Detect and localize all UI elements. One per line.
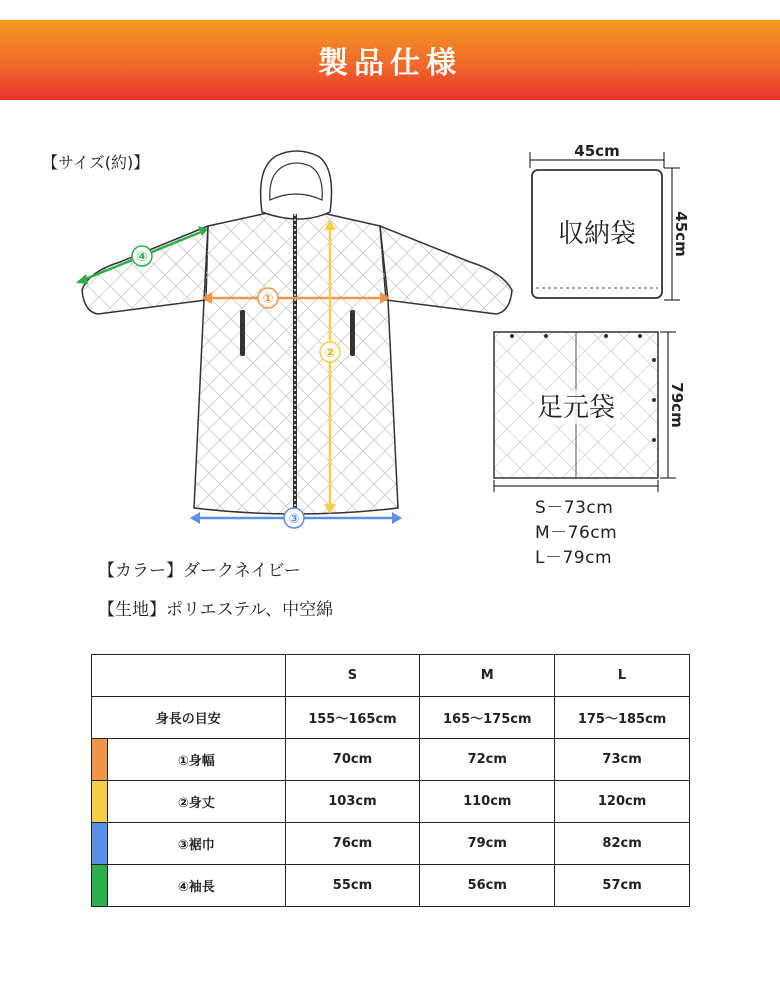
storage-bag-height: 45cm (672, 211, 690, 257)
color-swatch-blue (92, 823, 108, 865)
cell-value: 103cm (285, 781, 420, 823)
foot-bag-label: 足元袋 (536, 393, 616, 423)
marker-3: ③ (288, 512, 300, 527)
table-row (92, 865, 690, 907)
storage-bag-width: 45cm (574, 142, 620, 160)
page-title: 製品仕様 (318, 46, 462, 81)
table-row (92, 823, 690, 865)
table-header-m: M (420, 655, 555, 697)
cell-value: 57cm (555, 865, 690, 907)
marker-1: ① (262, 292, 274, 307)
fabric-info: 【生地】ポリエステル、中空綿 (98, 600, 334, 620)
row-label: ④袖長 (107, 865, 285, 907)
table-header-s: S (285, 655, 420, 697)
cell-value: 155～165cm (285, 697, 420, 739)
table-corner (92, 655, 286, 697)
row-label: ①身幅 (107, 739, 285, 781)
table-row (92, 697, 690, 739)
cell-value: 175～185cm (555, 697, 690, 739)
cell-value: 165～175cm (420, 697, 555, 739)
storage-bag (530, 142, 690, 300)
table-row (92, 781, 690, 823)
table-header-l: L (555, 655, 690, 697)
cell-value: 110cm (420, 781, 555, 823)
foot-bag-length-m: M－76cm (535, 523, 618, 543)
foot-bag-length-l: L－79cm (535, 548, 613, 568)
row-label: 身長の目安 (92, 697, 286, 739)
cell-value: 76cm (285, 823, 420, 865)
coat-illustration (82, 151, 512, 514)
cell-value: 56cm (420, 865, 555, 907)
cell-value: 82cm (555, 823, 690, 865)
cell-value: 55cm (285, 865, 420, 907)
table-header-row (92, 655, 690, 697)
size-table (91, 654, 690, 907)
cell-value: 73cm (555, 739, 690, 781)
cell-value: 79cm (420, 823, 555, 865)
row-label: ③裾巾 (107, 823, 285, 865)
marker-4: ④ (136, 250, 148, 265)
foot-bag-length-s: S－73cm (535, 498, 614, 518)
storage-bag-label: 収納袋 (557, 219, 637, 249)
foot-bag-lengths (535, 496, 617, 571)
marker-2: ② (324, 346, 336, 361)
foot-bag (494, 332, 686, 492)
cell-value: 70cm (285, 739, 420, 781)
cell-value: 120cm (555, 781, 690, 823)
color-swatch-orange (92, 739, 108, 781)
color-swatch-yellow (92, 781, 108, 823)
color-info: 【カラー】ダークネイビー (98, 561, 301, 581)
table-row (92, 739, 690, 781)
row-label: ②身丈 (107, 781, 285, 823)
color-swatch-green (92, 865, 108, 907)
cell-value: 72cm (420, 739, 555, 781)
size-label: 【サイズ(約)】 (42, 153, 150, 172)
foot-bag-height: 79cm (668, 382, 686, 428)
